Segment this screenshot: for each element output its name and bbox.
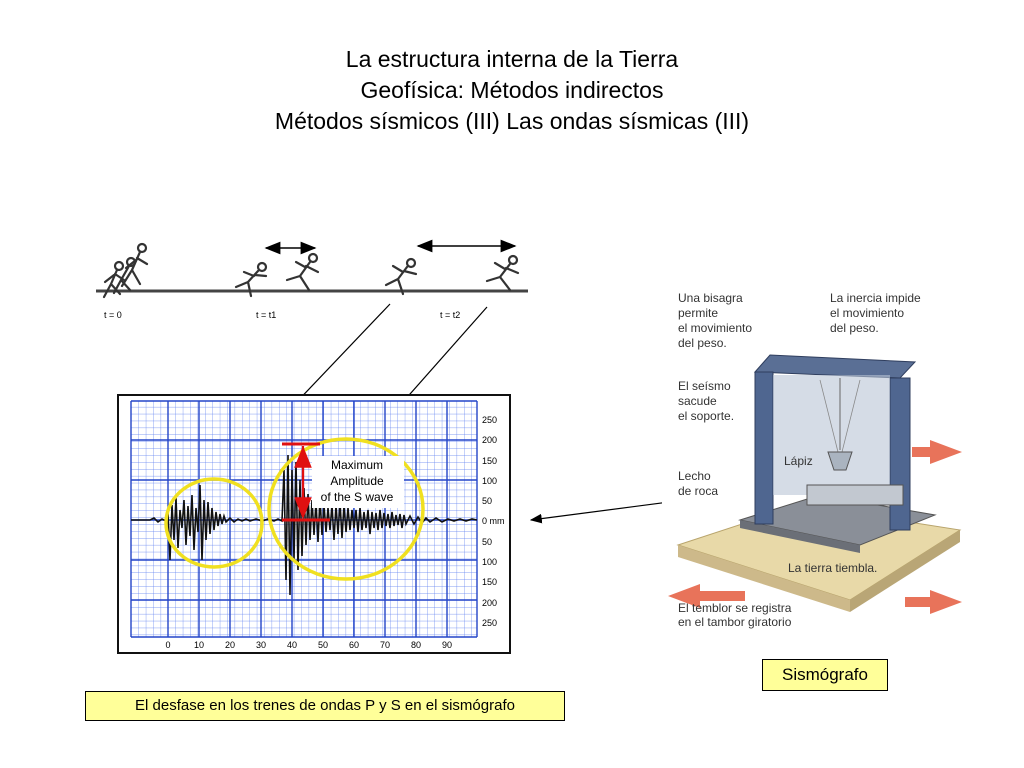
label-inercia: del peso. [830,321,879,335]
label-t2: t = t2 [440,310,461,320]
y-tick: 50 [482,496,493,506]
y-tick: 200 [482,435,498,445]
title-line-2: Geofísica: Métodos indirectos [360,77,664,103]
label-seismo: sacude [678,394,717,408]
title-line-1: La estructura interna de la Tierra [345,46,679,72]
seismogram [118,395,510,653]
x-tick: 70 [379,640,391,650]
runner-pair-t0 [104,244,147,297]
y-tick: 100 [482,557,498,567]
x-tick: 10 [193,640,205,650]
label-lecho: Lecho [678,469,711,483]
label-seismo: el soporte. [678,409,735,423]
caption-box: El desfase en los trenes de ondas P y S en el sismógrafo [85,691,565,721]
x-tick: 30 [255,640,267,650]
amplitude-label-2: Amplitude [330,474,384,488]
y-tick: 150 [482,456,498,466]
seismograph-illustration [662,272,962,629]
x-tick: 40 [286,640,298,650]
x-tick: 0 [165,640,171,650]
frame-left-post-icon [755,372,773,524]
label-temblor: El temblor se registra [678,601,792,615]
label-inercia: La inercia impide [830,291,921,305]
label-tierra: La tierra tiembla. [788,561,878,575]
y-tick: 250 [482,618,498,628]
title-line-3: Métodos sísmicos (III) Las ondas sísmicas (III) [274,108,750,134]
amplitude-label-1: Maximum [330,458,384,472]
label-bisagra: del peso. [678,336,727,350]
label-bisagra: permite [678,306,719,320]
runner-p-t2 [386,259,416,294]
y-tick: 250 [482,415,498,425]
y-tick: 100 [482,476,498,486]
amplitude-label-3: of the S wave [320,490,394,504]
sismografo-label-box: Sismógrafo [762,659,888,691]
runner-s-t1 [287,254,318,290]
label-bisagra: el movimiento [678,321,753,335]
label-t1: t = t1 [256,310,277,320]
y-tick: 150 [482,577,498,587]
label-seismo: El seísmo [678,379,731,393]
label-inercia: el movimiento [830,306,905,320]
frame-right-post-icon [890,378,910,530]
x-tick: 90 [441,640,453,650]
label-lapiz: Lápiz [784,454,813,468]
label-bisagra: Una bisagra [678,291,743,305]
y-tick: 50 [482,537,493,547]
label-t0: t = 0 [104,310,122,320]
label-temblor: en el tambor giratorio [678,615,792,629]
y-tick: 0 mm [482,516,505,526]
y-tick: 200 [482,598,498,608]
runners-diagram [96,244,528,320]
x-tick: 50 [317,640,329,650]
frame-back-panel-icon [773,375,890,495]
x-tick: 80 [410,640,422,650]
x-tick: 60 [348,640,360,650]
label-lecho: de roca [678,484,719,498]
x-tick: 20 [224,640,236,650]
runner-s-t2 [487,256,518,290]
